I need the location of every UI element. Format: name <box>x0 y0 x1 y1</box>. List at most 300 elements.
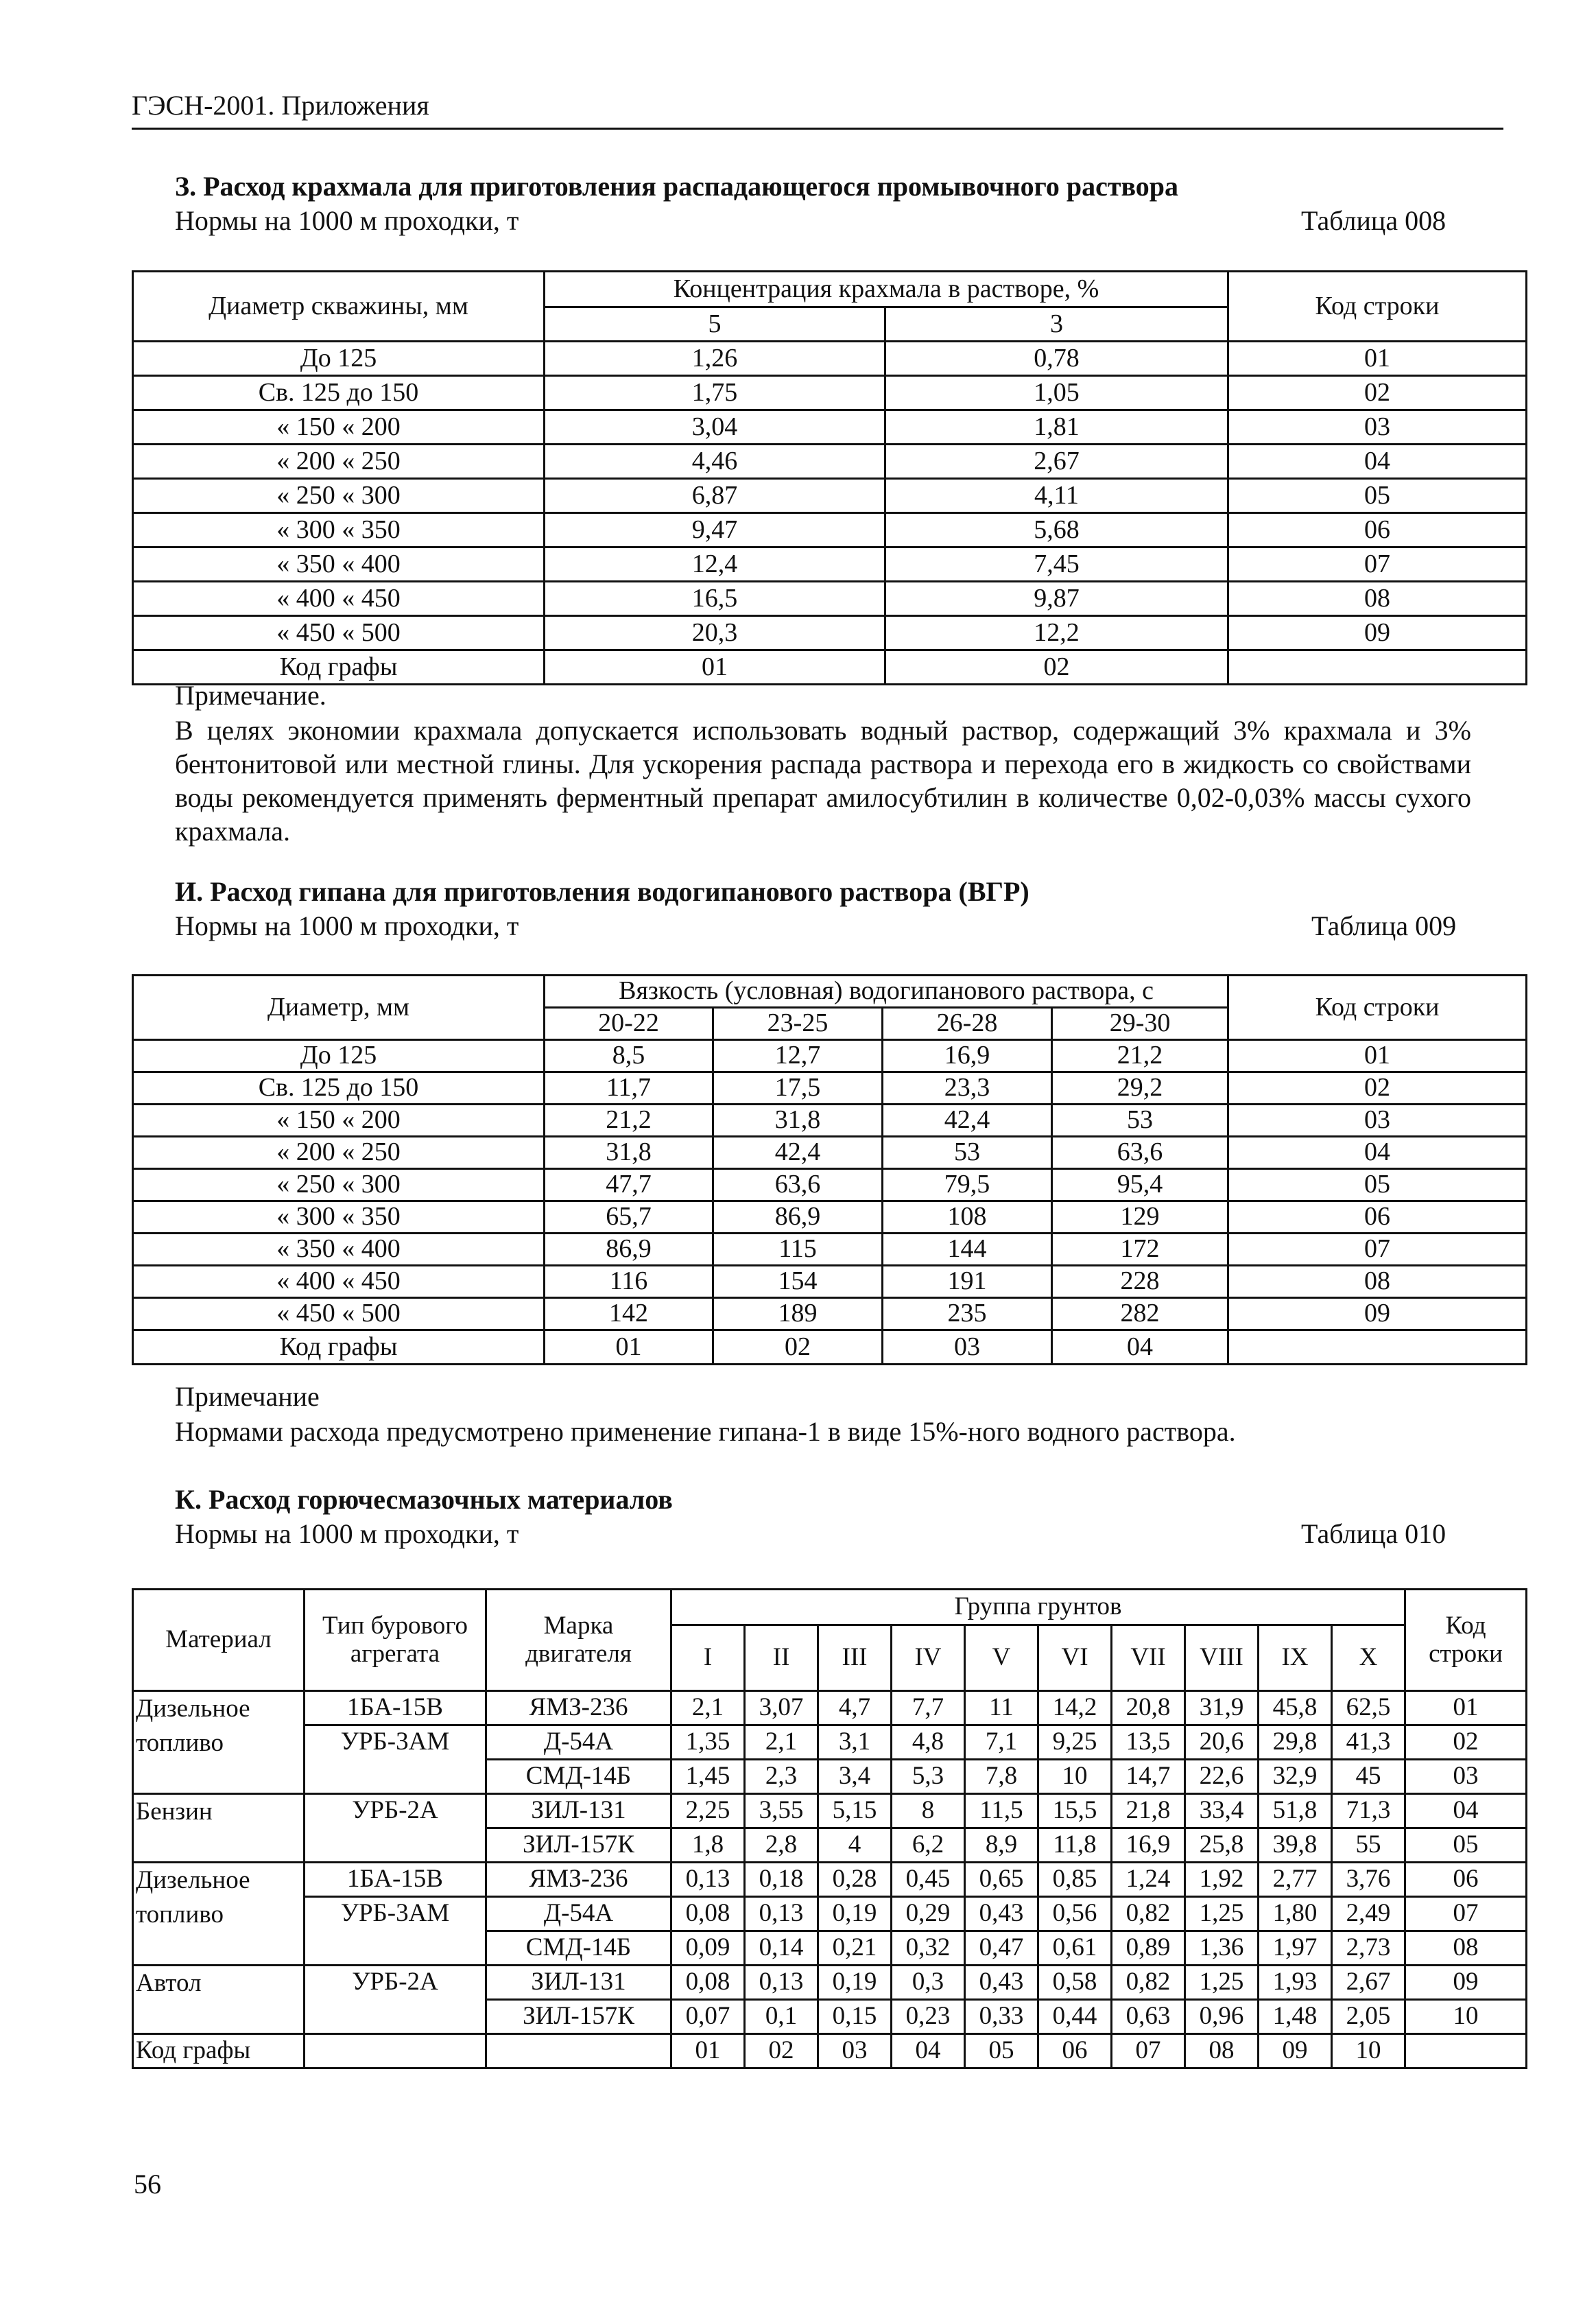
table-cell: 1,05 <box>885 376 1228 410</box>
row-code-cell: 06 <box>1405 1863 1527 1897</box>
col-header-5: 5 <box>545 307 885 342</box>
footer-cell <box>1228 1330 1527 1365</box>
table-row <box>133 1966 1527 2000</box>
engine-cell: ЗИЛ-131 <box>486 1794 671 1828</box>
table-cell: 282 <box>1052 1298 1228 1330</box>
col-header-rig-type: Тип бурового агрегата <box>305 1590 486 1691</box>
table-cell: 5,3 <box>892 1760 965 1794</box>
footer-cell: 01 <box>545 650 885 685</box>
table-cell: 1,97 <box>1259 1931 1332 1966</box>
table-cell: 0,14 <box>745 1931 818 1966</box>
table-cell: 115 <box>713 1234 883 1266</box>
table-row <box>133 1794 1527 1828</box>
col-header-material: Материал <box>133 1590 305 1691</box>
table-cell: 65,7 <box>545 1201 713 1234</box>
section-z-note-text: В целях экономии крахмала допускается использовать водный раствор, содержащий 3% крахмала и 3% бентонитовой или местной глины. Для ускорения распада раствора и перехода его в жидкость со свойствами воды рекомендуется применять ферментный препарат амилосубтилин в количестве 0,02-0,03% массы сухого крахмала. <box>175 715 1471 847</box>
table-cell: 12,2 <box>885 616 1228 650</box>
table-cell: 116 <box>545 1266 713 1298</box>
table-row <box>133 1137 1527 1169</box>
table-cell: 21,8 <box>1112 1794 1185 1828</box>
table-cell: « 200 « 250 <box>133 1137 545 1169</box>
table-row <box>133 1201 1527 1234</box>
table-cell: 0,15 <box>818 2000 892 2034</box>
engine-cell: ЗИЛ-157К <box>486 1828 671 1863</box>
table-row <box>133 1234 1527 1266</box>
table-010-header <box>133 1590 1527 1691</box>
table-cell: 9,25 <box>1038 1725 1112 1760</box>
table-cell: 189 <box>713 1298 883 1330</box>
footer-cell: Код графы <box>133 1330 545 1365</box>
table-cell: 62,5 <box>1332 1691 1405 1725</box>
table-cell: 16,9 <box>883 1040 1052 1072</box>
table-cell: Св. 125 до 150 <box>133 1072 545 1105</box>
table-cell: 01 <box>1228 342 1527 376</box>
table-cell: 2,3 <box>745 1760 818 1794</box>
table-cell: 0,63 <box>1112 2000 1185 2034</box>
table-cell: 33,4 <box>1185 1794 1259 1828</box>
table-cell: 32,9 <box>1259 1760 1332 1794</box>
table-cell: « 400 « 450 <box>133 1266 545 1298</box>
rig-type-cell: 1БА-15В <box>305 1863 486 1897</box>
table-cell: 41,3 <box>1332 1725 1405 1760</box>
table-cell: 12,7 <box>713 1040 883 1072</box>
table-cell: « 150 « 200 <box>133 1105 545 1137</box>
table-cell: 11 <box>965 1691 1038 1725</box>
table-cell: 0,56 <box>1038 1897 1112 1931</box>
table-cell: 191 <box>883 1266 1052 1298</box>
engine-cell: ЯМЗ-236 <box>486 1691 671 1725</box>
table-009-number: Таблица 009 <box>1311 910 1457 941</box>
engine-cell: Д-54А <box>486 1897 671 1931</box>
col-header-group: I <box>671 1625 745 1691</box>
table-cell: 04 <box>1228 445 1527 479</box>
table-cell: 0,28 <box>818 1863 892 1897</box>
engine-cell: Д-54А <box>486 1725 671 1760</box>
table-cell: 01 <box>1228 1040 1527 1072</box>
col-header-group: VIII <box>1185 1625 1259 1691</box>
table-009-header <box>133 976 1527 1040</box>
table-cell: 0,07 <box>671 2000 745 2034</box>
table-008-body <box>133 342 1527 650</box>
col-header-diameter: Диаметр скважины, мм <box>133 272 545 342</box>
material-cell: Автол <box>133 1966 305 2034</box>
table-cell: 29,8 <box>1259 1725 1332 1760</box>
table-cell: 1,48 <box>1259 2000 1332 2034</box>
table-row <box>133 479 1527 513</box>
table-cell: « 400 « 450 <box>133 582 545 616</box>
table-cell: 0,33 <box>965 2000 1038 2034</box>
table-cell: 02 <box>745 2034 818 2068</box>
table-cell: « 450 « 500 <box>133 616 545 650</box>
table-cell: 20,3 <box>545 616 885 650</box>
section-k-title: К. Расход горючесмазочных материалов <box>175 1484 673 1515</box>
table-cell: 3,1 <box>818 1725 892 1760</box>
table-cell: « 250 « 300 <box>133 1169 545 1201</box>
table-cell: 95,4 <box>1052 1169 1228 1201</box>
row-code-cell: 07 <box>1405 1897 1527 1931</box>
col-header-code: Код строки <box>1405 1590 1527 1691</box>
table-cell: 235 <box>883 1298 1052 1330</box>
col-header-viscosity: Вязкость (условная) водогипанового раствора, с <box>545 976 1228 1008</box>
table-cell: 55 <box>1332 1828 1405 1863</box>
table-cell: 1,8 <box>671 1828 745 1863</box>
section-z-note-label: Примечание. <box>175 680 326 711</box>
table-cell: 12,4 <box>545 547 885 582</box>
footer-cell <box>1228 650 1527 685</box>
footer-row <box>133 2034 1527 2068</box>
rig-type-cell: УРБ-3АМ <box>305 1897 486 1966</box>
table-cell: До 125 <box>133 1040 545 1072</box>
table-cell: 9,87 <box>885 582 1228 616</box>
table-cell: 8 <box>892 1794 965 1828</box>
table-cell: 13,5 <box>1112 1725 1185 1760</box>
table-cell: 1,45 <box>671 1760 745 1794</box>
section-z-title: З. Расход крахмала для приготовления распадающегося промывочного раствора <box>175 171 1179 202</box>
table-cell: 04 <box>892 2034 965 2068</box>
footer-label: Код графы <box>133 2034 305 2068</box>
table-cell: 4,7 <box>818 1691 892 1725</box>
col-header-23-25: 23-25 <box>713 1008 883 1040</box>
table-cell: 15,5 <box>1038 1794 1112 1828</box>
table-cell: 3,55 <box>745 1794 818 1828</box>
table-cell: 2,49 <box>1332 1897 1405 1931</box>
table-cell: 11,7 <box>545 1072 713 1105</box>
material-cell: Бензин <box>133 1794 305 1863</box>
col-header-group: X <box>1332 1625 1405 1691</box>
table-row <box>133 1691 1527 1725</box>
table-cell: 0,23 <box>892 2000 965 2034</box>
table-009 <box>132 974 1527 1365</box>
running-head: ГЭСН-2001. Приложения <box>132 90 429 121</box>
page-number: 56 <box>134 2169 161 2200</box>
table-010-footer <box>133 2034 1527 2068</box>
table-cell: 2,1 <box>745 1725 818 1760</box>
table-cell: « 250 « 300 <box>133 479 545 513</box>
material-cell: Дизельное топливо <box>133 1863 305 1966</box>
table-cell: 3,07 <box>745 1691 818 1725</box>
empty-cell <box>486 2034 671 2068</box>
table-cell: 06 <box>1228 513 1527 547</box>
table-row <box>133 376 1527 410</box>
table-cell: Св. 125 до 150 <box>133 376 545 410</box>
table-cell: 31,8 <box>545 1137 713 1169</box>
footer-cell: Код графы <box>133 650 545 685</box>
col-header-concentration: Концентрация крахмала в растворе, % <box>545 272 1228 307</box>
table-cell: 14,2 <box>1038 1691 1112 1725</box>
engine-cell: СМД-14Б <box>486 1760 671 1794</box>
table-cell: 3,76 <box>1332 1863 1405 1897</box>
table-cell: 22,6 <box>1185 1760 1259 1794</box>
table-cell: 08 <box>1228 582 1527 616</box>
table-cell: « 350 « 400 <box>133 547 545 582</box>
table-cell: 7,1 <box>965 1725 1038 1760</box>
table-cell: 47,7 <box>545 1169 713 1201</box>
table-cell: 1,25 <box>1185 1897 1259 1931</box>
table-cell: 0,82 <box>1112 1897 1185 1931</box>
table-cell: 0,18 <box>745 1863 818 1897</box>
rig-type-cell: УРБ-2А <box>305 1794 486 1863</box>
table-cell: 09 <box>1228 616 1527 650</box>
table-cell: 142 <box>545 1298 713 1330</box>
table-cell: 2,73 <box>1332 1931 1405 1966</box>
row-code-cell: 05 <box>1405 1828 1527 1863</box>
table-cell: 03 <box>818 2034 892 2068</box>
table-cell: 10 <box>1332 2034 1405 2068</box>
table-cell: « 200 « 250 <box>133 445 545 479</box>
table-cell: 08 <box>1185 2034 1259 2068</box>
table-cell: 0,78 <box>885 342 1228 376</box>
table-009-body <box>133 1040 1527 1330</box>
table-cell: 71,3 <box>1332 1794 1405 1828</box>
table-cell: 05 <box>1228 1169 1527 1201</box>
table-cell: 1,92 <box>1185 1863 1259 1897</box>
table-008-footer <box>133 650 1527 685</box>
table-cell: 0,65 <box>965 1863 1038 1897</box>
table-cell: 11,5 <box>965 1794 1038 1828</box>
table-cell: 4,46 <box>545 445 885 479</box>
table-cell: 3,4 <box>818 1760 892 1794</box>
table-cell: 53 <box>883 1137 1052 1169</box>
table-cell: 1,24 <box>1112 1863 1185 1897</box>
table-cell: 0,13 <box>745 1897 818 1931</box>
table-cell: 03 <box>1228 1105 1527 1137</box>
table-cell: 07 <box>1228 547 1527 582</box>
table-row <box>133 1105 1527 1137</box>
table-cell: 7,45 <box>885 547 1228 582</box>
table-cell: 0,19 <box>818 1897 892 1931</box>
engine-cell: ЗИЛ-157К <box>486 2000 671 2034</box>
table-cell: 86,9 <box>713 1201 883 1234</box>
table-cell: 04 <box>1228 1137 1527 1169</box>
col-header-3: 3 <box>885 307 1228 342</box>
table-cell: 0,82 <box>1112 1966 1185 2000</box>
table-cell: 4 <box>818 1828 892 1863</box>
section-i-note-label: Примечание <box>175 1381 320 1412</box>
table-cell: 2,8 <box>745 1828 818 1863</box>
row-code-cell: 08 <box>1405 1931 1527 1966</box>
table-cell: 05 <box>1228 479 1527 513</box>
table-cell: 3,04 <box>545 410 885 445</box>
col-header-engine: Марка двигателя <box>486 1590 671 1691</box>
table-cell: 10 <box>1038 1760 1112 1794</box>
footer-cell: 04 <box>1052 1330 1228 1365</box>
table-cell: 23,3 <box>883 1072 1052 1105</box>
table-cell: « 300 « 350 <box>133 513 545 547</box>
table-row <box>133 582 1527 616</box>
table-cell: 20,8 <box>1112 1691 1185 1725</box>
table-cell: 1,80 <box>1259 1897 1332 1931</box>
table-cell: 8,9 <box>965 1828 1038 1863</box>
table-cell: 0,32 <box>892 1931 965 1966</box>
section-k-subtitle: Нормы на 1000 м проходки, т <box>175 1518 519 1549</box>
table-cell: 06 <box>1228 1201 1527 1234</box>
row-code-cell: 02 <box>1405 1725 1527 1760</box>
table-cell: 2,77 <box>1259 1863 1332 1897</box>
footer-cell: 03 <box>883 1330 1052 1365</box>
table-cell: 6,87 <box>545 479 885 513</box>
table-cell: 2,1 <box>671 1691 745 1725</box>
table-cell: « 450 « 500 <box>133 1298 545 1330</box>
col-header-group: IV <box>892 1625 965 1691</box>
table-cell: 1,75 <box>545 376 885 410</box>
table-cell: 1,36 <box>1185 1931 1259 1966</box>
rig-type-cell: 1БА-15В <box>305 1691 486 1725</box>
table-cell: 0,09 <box>671 1931 745 1966</box>
empty-cell <box>305 2034 486 2068</box>
table-009-footer <box>133 1330 1527 1365</box>
table-row <box>133 342 1527 376</box>
table-cell: 0,44 <box>1038 2000 1112 2034</box>
table-cell: 21,2 <box>1052 1040 1228 1072</box>
col-header-group: VI <box>1038 1625 1112 1691</box>
table-cell: 39,8 <box>1259 1828 1332 1863</box>
engine-cell: СМД-14Б <box>486 1931 671 1966</box>
section-i-subtitle: Нормы на 1000 м проходки, т <box>175 910 519 941</box>
table-cell: 63,6 <box>713 1169 883 1201</box>
table-cell: 0,43 <box>965 1966 1038 2000</box>
footer-cell: 01 <box>545 1330 713 1365</box>
table-010-number: Таблица 010 <box>1301 1518 1446 1549</box>
table-cell: 63,6 <box>1052 1137 1228 1169</box>
section-i-title: И. Расход гипана для приготовления водогипанового раствора (ВГР) <box>175 876 1029 907</box>
table-cell: 42,4 <box>883 1105 1052 1137</box>
table-cell: До 125 <box>133 342 545 376</box>
table-cell: 5,68 <box>885 513 1228 547</box>
table-cell: « 150 « 200 <box>133 410 545 445</box>
table-cell: « 350 « 400 <box>133 1234 545 1266</box>
table-cell: 7,8 <box>965 1760 1038 1794</box>
table-cell: 2,67 <box>885 445 1228 479</box>
table-row <box>133 1266 1527 1298</box>
table-row <box>133 1169 1527 1201</box>
table-cell: 45,8 <box>1259 1691 1332 1725</box>
table-cell: 7,7 <box>892 1691 965 1725</box>
header-rule <box>132 128 1503 130</box>
table-cell: 21,2 <box>545 1105 713 1137</box>
empty-cell <box>1405 2034 1527 2068</box>
row-code-cell: 01 <box>1405 1691 1527 1725</box>
table-cell: 17,5 <box>713 1072 883 1105</box>
table-cell: 02 <box>1228 376 1527 410</box>
table-cell: 0,21 <box>818 1931 892 1966</box>
table-cell: 1,25 <box>1185 1966 1259 2000</box>
table-cell: 2,05 <box>1332 2000 1405 2034</box>
table-cell: 1,93 <box>1259 1966 1332 2000</box>
table-row <box>133 410 1527 445</box>
section-z-subtitle: Нормы на 1000 м проходки, т <box>175 205 519 236</box>
table-cell: 0,29 <box>892 1897 965 1931</box>
table-cell: 31,8 <box>713 1105 883 1137</box>
table-cell: 2,67 <box>1332 1966 1405 2000</box>
table-cell: 129 <box>1052 1201 1228 1234</box>
table-cell: 20,6 <box>1185 1725 1259 1760</box>
row-code-cell: 03 <box>1405 1760 1527 1794</box>
table-cell: 1,35 <box>671 1725 745 1760</box>
col-header-soil-group: Группа грунтов <box>671 1590 1405 1625</box>
table-cell: 0,43 <box>965 1897 1038 1931</box>
row-code-cell: 04 <box>1405 1794 1527 1828</box>
col-header-group: III <box>818 1625 892 1691</box>
table-cell: 0,3 <box>892 1966 965 2000</box>
table-cell: 07 <box>1112 2034 1185 2068</box>
row-code-cell: 10 <box>1405 2000 1527 2034</box>
table-cell: 6,2 <box>892 1828 965 1863</box>
table-cell: 29,2 <box>1052 1072 1228 1105</box>
rig-type-cell: УРБ-3АМ <box>305 1725 486 1794</box>
section-i-note-text: Нормами расхода предусмотрено применение гипана-1 в виде 15%-ного водного раствора. <box>175 1416 1236 1447</box>
table-cell: 0,61 <box>1038 1931 1112 1966</box>
table-cell: 0,1 <box>745 2000 818 2034</box>
engine-cell: ЯМЗ-236 <box>486 1863 671 1897</box>
table-row <box>133 616 1527 650</box>
table-cell: 0,08 <box>671 1897 745 1931</box>
col-header-group: VII <box>1112 1625 1185 1691</box>
table-cell: 02 <box>1228 1072 1527 1105</box>
table-cell: 2,25 <box>671 1794 745 1828</box>
table-cell: 0,89 <box>1112 1931 1185 1966</box>
table-cell: 05 <box>965 2034 1038 2068</box>
col-header-group: V <box>965 1625 1038 1691</box>
table-cell: 86,9 <box>545 1234 713 1266</box>
table-cell: 144 <box>883 1234 1052 1266</box>
table-cell: 53 <box>1052 1105 1228 1137</box>
table-cell: 1,81 <box>885 410 1228 445</box>
table-cell: 0,19 <box>818 1966 892 2000</box>
table-cell: 09 <box>1228 1298 1527 1330</box>
table-cell: 07 <box>1228 1234 1527 1266</box>
table-cell: 172 <box>1052 1234 1228 1266</box>
table-cell: 25,8 <box>1185 1828 1259 1863</box>
table-cell: 0,96 <box>1185 2000 1259 2034</box>
table-cell: 0,13 <box>671 1863 745 1897</box>
table-cell: 8,5 <box>545 1040 713 1072</box>
col-header-diameter: Диаметр, мм <box>133 976 545 1040</box>
table-cell: 4,8 <box>892 1725 965 1760</box>
table-cell: 0,08 <box>671 1966 745 2000</box>
table-cell: 06 <box>1038 2034 1112 2068</box>
table-row <box>133 1298 1527 1330</box>
col-header-code: Код строки <box>1228 976 1527 1040</box>
table-cell: 08 <box>1228 1266 1527 1298</box>
table-cell: 01 <box>671 2034 745 2068</box>
material-cell: Дизельное топливо <box>133 1691 305 1794</box>
table-row <box>133 1863 1527 1897</box>
table-cell: « 300 « 350 <box>133 1201 545 1234</box>
table-cell: 9,47 <box>545 513 885 547</box>
table-cell: 0,58 <box>1038 1966 1112 2000</box>
table-row <box>133 547 1527 582</box>
col-header-group: II <box>745 1625 818 1691</box>
table-row <box>133 1040 1527 1072</box>
table-row <box>133 513 1527 547</box>
table-row <box>133 1725 1527 1760</box>
table-cell: 154 <box>713 1266 883 1298</box>
table-cell: 31,9 <box>1185 1691 1259 1725</box>
table-cell: 0,45 <box>892 1863 965 1897</box>
table-cell: 0,47 <box>965 1931 1038 1966</box>
table-cell: 42,4 <box>713 1137 883 1169</box>
col-header-20-22: 20-22 <box>545 1008 713 1040</box>
engine-cell: ЗИЛ-131 <box>486 1966 671 2000</box>
footer-cell: 02 <box>885 650 1228 685</box>
table-cell: 14,7 <box>1112 1760 1185 1794</box>
rig-type-cell: УРБ-2А <box>305 1966 486 2034</box>
table-010 <box>132 1588 1527 2069</box>
col-header-29-30: 29-30 <box>1052 1008 1228 1040</box>
table-cell: 0,13 <box>745 1966 818 2000</box>
table-cell: 16,5 <box>545 582 885 616</box>
table-008-number: Таблица 008 <box>1301 205 1446 236</box>
